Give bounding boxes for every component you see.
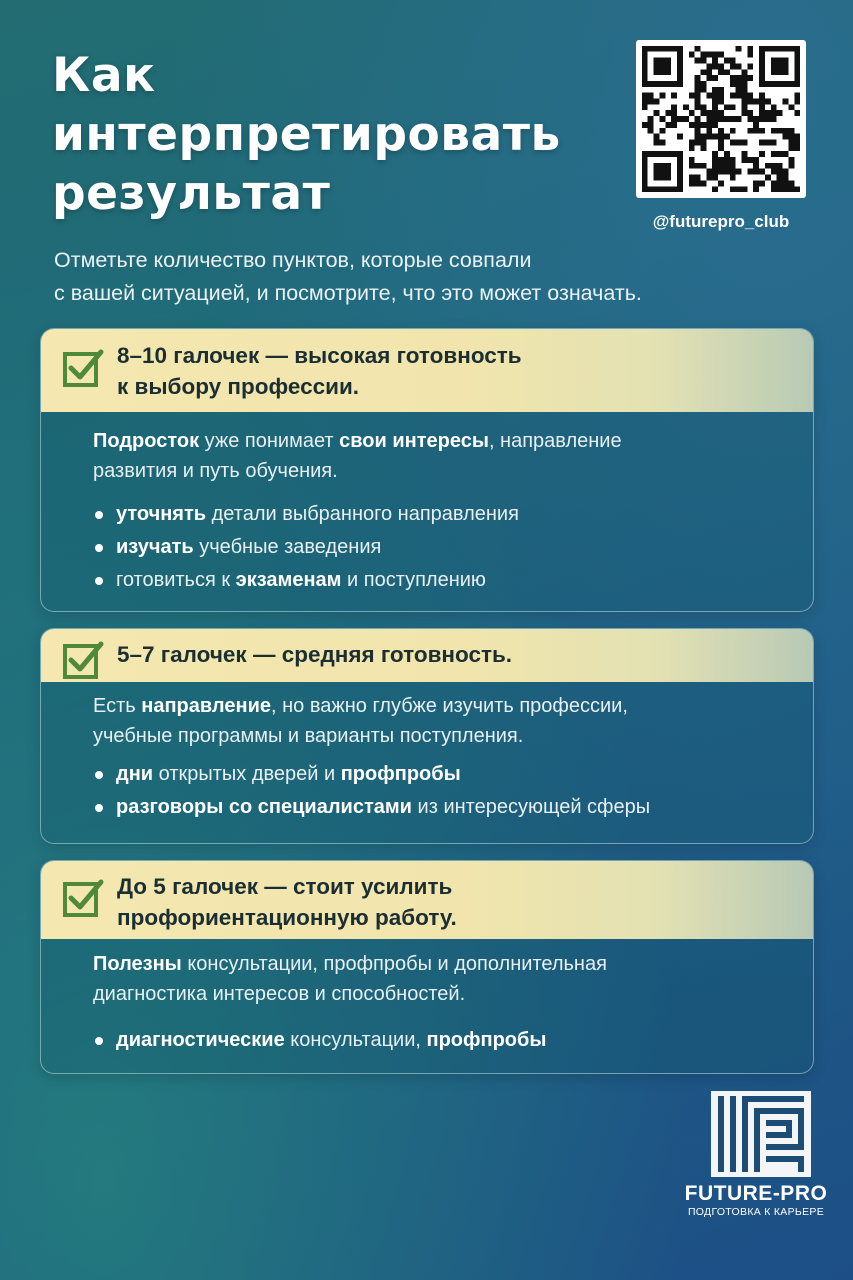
emphasis-text: профпробы (426, 1029, 547, 1051)
result-card-high (40, 328, 814, 612)
card-header (41, 861, 813, 939)
card-heading-line: к выбору профессии. (117, 374, 360, 399)
text-segment: развития и путь обучения. (93, 460, 338, 482)
page-title (52, 46, 612, 223)
bullet-item (93, 531, 803, 564)
intro-line: с вашей ситуацией, и посмотрите, что это может означать. (54, 281, 642, 305)
checkbox-checked-icon (63, 641, 101, 677)
intro-text (54, 244, 794, 310)
text-segment: консультации, профпробы и дополнительная (181, 953, 607, 975)
text-segment: открытых дверей и (153, 763, 341, 785)
card-header (41, 629, 813, 682)
bullet-item (93, 564, 803, 597)
result-card-medium (40, 628, 814, 844)
brand-name: FUTURE-PRO (684, 1182, 828, 1205)
emphasis-text: разговоры со специалистами (116, 796, 412, 818)
social-handle[interactable]: @futurepro_club (652, 212, 790, 231)
text-segment: детали выбранного направления (206, 503, 519, 525)
text-segment: , но важно глубже изучить профессии, (270, 695, 628, 717)
bullet-item (93, 498, 803, 531)
text-segment: Есть (93, 695, 142, 717)
description-line (93, 721, 793, 751)
card-description (93, 949, 793, 1009)
description-line (93, 426, 793, 456)
card-heading-line: профориентационную работу. (117, 905, 457, 930)
emphasis-text: свои интересы (339, 430, 489, 452)
emphasis-text: направление (141, 695, 271, 717)
bullet-item (93, 1024, 803, 1057)
text-segment: и поступлению (341, 569, 486, 591)
emphasis-text: уточнять (116, 503, 207, 525)
bullet-item (93, 791, 803, 824)
text-segment: учебные заведения (193, 536, 382, 558)
qr-code[interactable] (636, 40, 806, 198)
card-heading (117, 871, 457, 933)
text-segment: уже понимает (199, 430, 340, 452)
card-heading-line: 8–10 галочек — высокая готовность (117, 343, 522, 368)
intro-line: Отметьте количество пунктов, которые совпали (54, 248, 532, 272)
emphasis-text: изучать (116, 536, 194, 558)
emphasis-text: профпробы (340, 763, 461, 785)
emphasis-text: экзаменам (235, 569, 342, 591)
result-card-low (40, 860, 814, 1074)
checkbox-checked-icon (63, 349, 101, 385)
title-line: Как (52, 48, 156, 103)
text-segment: из интересующей сферы (411, 796, 651, 818)
emphasis-text: Подросток (93, 430, 200, 452)
text-segment: консультации, (284, 1029, 427, 1051)
text-segment: готовиться к (116, 569, 236, 591)
description-line (93, 456, 793, 486)
emphasis-text: Полезны (93, 953, 182, 975)
card-bullets (93, 1024, 803, 1057)
title-line: интерпретировать (52, 107, 561, 162)
bullet-item (93, 758, 803, 791)
card-bullets (93, 498, 803, 597)
card-heading (117, 340, 522, 402)
card-heading (117, 639, 512, 670)
text-segment: учебные программы и варианты поступления. (93, 725, 524, 747)
card-header (41, 329, 813, 412)
brand-tagline: ПОДГОТОВКА К КАРЬЕРЕ (687, 1206, 825, 1218)
description-line (93, 691, 793, 721)
title-line: результат (52, 166, 331, 221)
future-pro-logo (711, 1091, 811, 1177)
card-description (93, 426, 793, 486)
card-bullets (93, 758, 803, 824)
card-heading-line: До 5 галочек — стоит усилить (117, 874, 453, 899)
emphasis-text: диагностические (116, 1029, 285, 1051)
checkbox-checked-icon (63, 879, 101, 915)
description-line (93, 979, 793, 1009)
text-segment: диагностика интересов и способностей. (93, 983, 466, 1005)
text-segment: , направление (488, 430, 622, 452)
description-line (93, 949, 793, 979)
emphasis-text: дни (116, 763, 154, 785)
card-heading-line: 5–7 галочек — средняя готовность. (117, 642, 513, 667)
card-description (93, 691, 793, 751)
